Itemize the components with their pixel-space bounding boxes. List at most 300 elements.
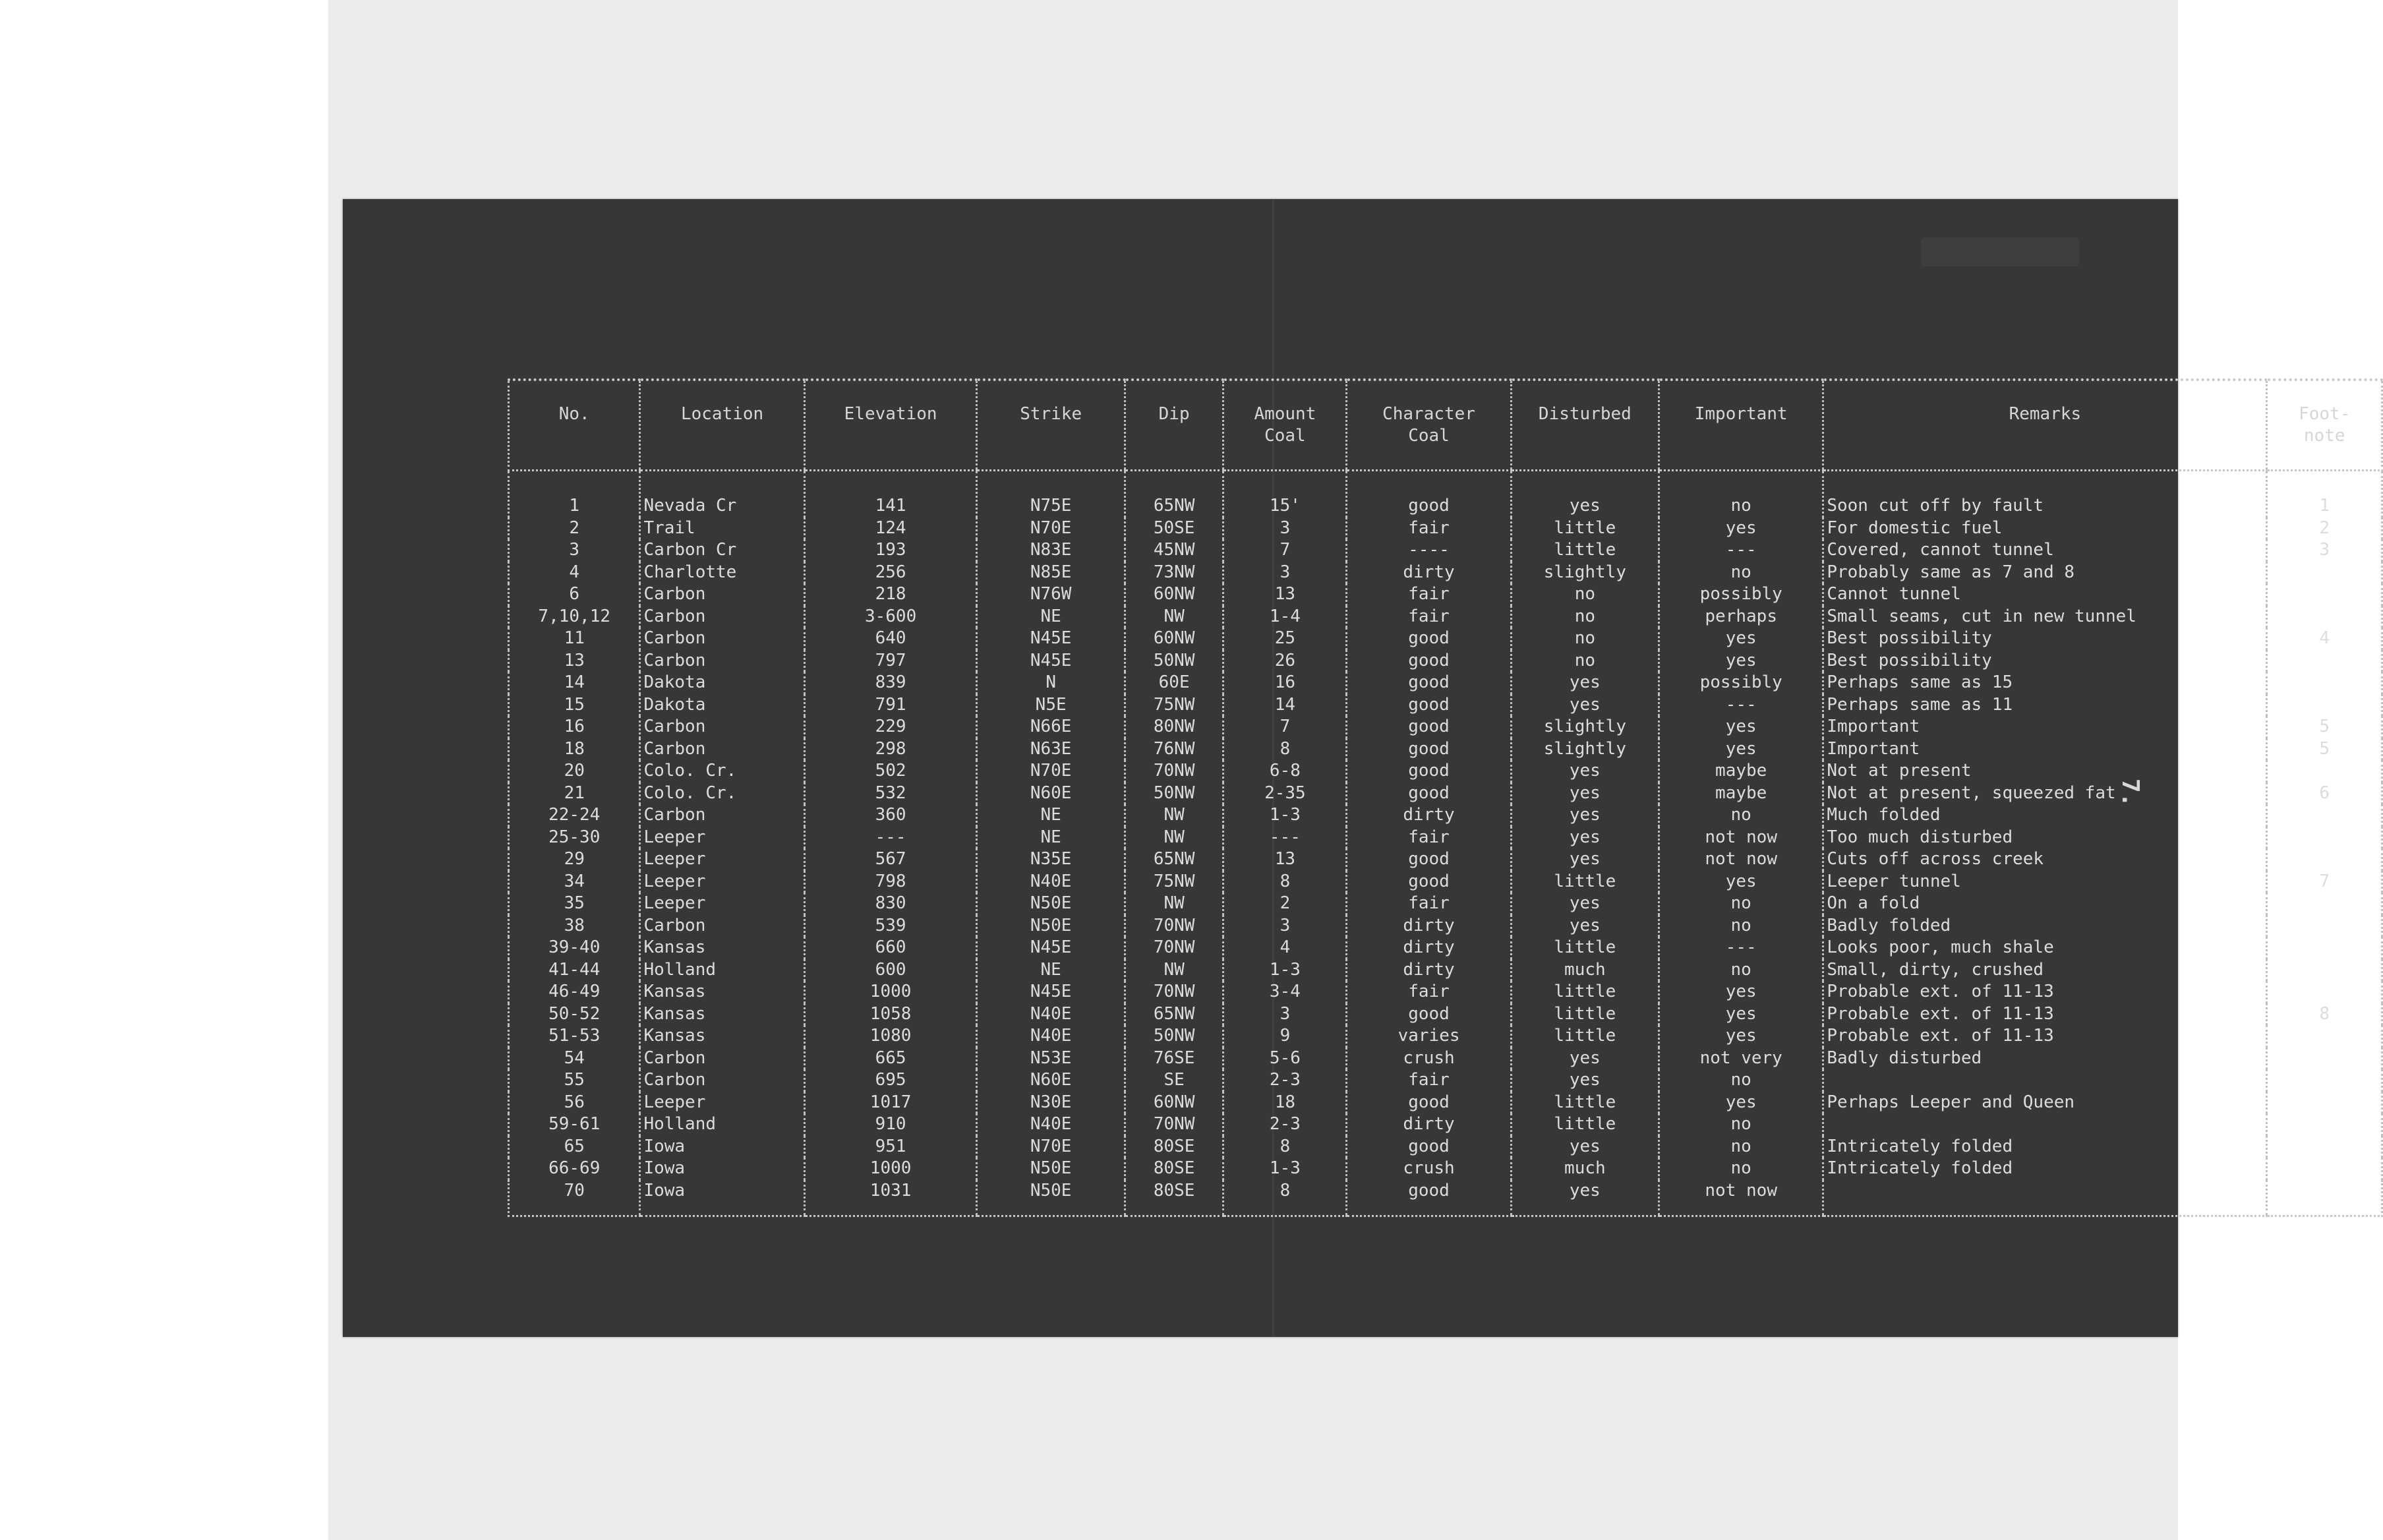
table-cell: 55 — [509, 1069, 640, 1092]
table-cell: little — [1511, 871, 1659, 893]
table-row — [509, 1136, 2382, 1158]
table-cell: Dakota — [640, 672, 804, 694]
table-cell: dirty — [1347, 959, 1511, 982]
table-cell: Carbon — [640, 804, 804, 827]
table-row — [509, 650, 2382, 672]
table-cell: Leeper — [640, 893, 804, 915]
table-cell: yes — [1511, 1069, 1659, 1092]
table-row — [509, 694, 2382, 717]
table-cell — [2267, 562, 2382, 584]
table-cell: 2 — [1223, 893, 1347, 915]
table-cell: 25 — [1223, 628, 1347, 650]
column-header: Strike — [977, 380, 1125, 471]
table-cell: Badly disturbed — [1823, 1048, 2267, 1070]
table-cell: Intricately folded — [1823, 1136, 2267, 1158]
table-cell: not very — [1659, 1048, 1823, 1070]
table-cell: Holland — [640, 959, 804, 982]
table-cell: dirty — [1347, 937, 1511, 959]
table-cell: 193 — [804, 539, 977, 562]
column-header: Foot- note — [2267, 380, 2382, 471]
table-cell: little — [1511, 1092, 1659, 1114]
table-cell: yes — [1659, 871, 1823, 893]
table-cell: Kansas — [640, 981, 804, 1003]
table-cell: N63E — [977, 738, 1125, 761]
table-cell: 75NW — [1125, 871, 1223, 893]
table-cell: Carbon — [640, 583, 804, 606]
table-cell: Perhaps same as 15 — [1823, 672, 2267, 694]
table-cell: 3 — [1223, 915, 1347, 937]
table-cell: 6-8 — [1223, 760, 1347, 783]
table-cell: 51-53 — [509, 1025, 640, 1048]
table-cell: no — [1511, 650, 1659, 672]
table-cell: 41-44 — [509, 959, 640, 982]
table-cell: 15 — [509, 694, 640, 717]
table-cell: 1000 — [804, 981, 977, 1003]
table-cell: 5 — [2267, 738, 2382, 761]
table-cell — [2267, 1180, 2382, 1216]
table-cell: 8 — [1223, 871, 1347, 893]
table-cell: yes — [1659, 1025, 1823, 1048]
table-cell: good — [1347, 738, 1511, 761]
table-cell: possibly — [1659, 672, 1823, 694]
table-cell — [2267, 606, 2382, 628]
table-cell: 3 — [1223, 562, 1347, 584]
table-cell: no — [1659, 1158, 1823, 1180]
table-cell: Iowa — [640, 1180, 804, 1216]
table-cell: 1-3 — [1223, 804, 1347, 827]
table-cell: Probable ext. of 11-13 — [1823, 1025, 2267, 1048]
table-cell: slightly — [1511, 562, 1659, 584]
table-cell: For domestic fuel — [1823, 518, 2267, 540]
table-cell: Perhaps Leeper and Queen — [1823, 1092, 2267, 1114]
table-cell: little — [1511, 1113, 1659, 1136]
table-cell: little — [1511, 981, 1659, 1003]
table-cell: 70NW — [1125, 937, 1223, 959]
table-cell — [2267, 804, 2382, 827]
table-cell: not now — [1659, 848, 1823, 871]
table-cell: 2-3 — [1223, 1069, 1347, 1092]
table-cell: Carbon — [640, 716, 804, 738]
table-cell: 1017 — [804, 1092, 977, 1114]
table-cell: Carbon — [640, 915, 804, 937]
table-cell: 60E — [1125, 672, 1223, 694]
table-row — [509, 827, 2382, 849]
table-cell: dirty — [1347, 804, 1511, 827]
table-cell: NW — [1125, 804, 1223, 827]
table-cell: ---- — [1347, 539, 1511, 562]
table-cell: 46-49 — [509, 981, 640, 1003]
table-cell: 14 — [509, 672, 640, 694]
table-cell: 7 — [2267, 871, 2382, 893]
table-cell: yes — [1511, 694, 1659, 717]
table-row — [509, 1158, 2382, 1180]
table-cell: 229 — [804, 716, 977, 738]
table-cell: good — [1347, 716, 1511, 738]
table-row — [509, 804, 2382, 827]
table-cell: perhaps — [1659, 606, 1823, 628]
table-cell: 25-30 — [509, 827, 640, 849]
column-header: Dip — [1125, 380, 1223, 471]
table-cell — [2267, 959, 2382, 982]
table-cell: 141 — [804, 471, 977, 518]
table-cell: 1058 — [804, 1003, 977, 1026]
table-cell: On a fold — [1823, 893, 2267, 915]
table-cell: little — [1511, 1025, 1659, 1048]
table-cell: Important — [1823, 738, 2267, 761]
column-header: Location — [640, 380, 804, 471]
table-cell: no — [1659, 1069, 1823, 1092]
table-cell: fair — [1347, 981, 1511, 1003]
table-cell: Cuts off across creek — [1823, 848, 2267, 871]
table-cell: N85E — [977, 562, 1125, 584]
table-cell: dirty — [1347, 1113, 1511, 1136]
table-cell: not now — [1659, 827, 1823, 849]
table-row — [509, 1113, 2382, 1136]
table-cell: 54 — [509, 1048, 640, 1070]
table-cell: yes — [1511, 672, 1659, 694]
table-cell: 80SE — [1125, 1158, 1223, 1180]
table-cell: yes — [1659, 716, 1823, 738]
table-cell: little — [1511, 539, 1659, 562]
column-header: Important — [1659, 380, 1823, 471]
table-row — [509, 518, 2382, 540]
table-cell: yes — [1659, 738, 1823, 761]
table-cell: good — [1347, 471, 1511, 518]
table-row — [509, 1003, 2382, 1026]
table-cell: 6 — [2267, 783, 2382, 805]
table-cell: good — [1347, 672, 1511, 694]
table-cell: 70NW — [1125, 1113, 1223, 1136]
table-cell: Carbon — [640, 606, 804, 628]
table-cell: Carbon — [640, 628, 804, 650]
table-cell: 60NW — [1125, 583, 1223, 606]
table-cell: 80SE — [1125, 1136, 1223, 1158]
table-cell: good — [1347, 1180, 1511, 1216]
table-cell: 2 — [509, 518, 640, 540]
table-cell: no — [1659, 1113, 1823, 1136]
table-cell — [2267, 937, 2382, 959]
table-cell: no — [1511, 606, 1659, 628]
table-cell: Small seams, cut in new tunnel — [1823, 606, 2267, 628]
table-cell: N — [977, 672, 1125, 694]
table-cell: good — [1347, 628, 1511, 650]
table-cell: NW — [1125, 827, 1223, 849]
table-row — [509, 981, 2382, 1003]
table-row — [509, 937, 2382, 959]
table-cell: 2-35 — [1223, 783, 1347, 805]
table-cell: 7 — [1223, 716, 1347, 738]
table-cell: good — [1347, 1092, 1511, 1114]
table-cell: Carbon — [640, 650, 804, 672]
table-cell: N50E — [977, 1158, 1125, 1180]
table-cell: no — [1659, 471, 1823, 518]
table-cell: Probably same as 7 and 8 — [1823, 562, 2267, 584]
table-cell: 4 — [1223, 937, 1347, 959]
table-cell: Carbon — [640, 1069, 804, 1092]
table-cell: 567 — [804, 848, 977, 871]
table-cell: NE — [977, 606, 1125, 628]
table-cell: 66-69 — [509, 1158, 640, 1180]
table-cell: 695 — [804, 1069, 977, 1092]
table-cell: 18 — [1223, 1092, 1347, 1114]
document-sheet — [343, 199, 2351, 1337]
table-row — [509, 871, 2382, 893]
table-cell: 665 — [804, 1048, 977, 1070]
table-cell: 797 — [804, 650, 977, 672]
column-header: Amount Coal — [1223, 380, 1347, 471]
table-cell: good — [1347, 871, 1511, 893]
table-cell: 15' — [1223, 471, 1347, 518]
table-cell: good — [1347, 760, 1511, 783]
table-cell: N40E — [977, 1025, 1125, 1048]
table-row — [509, 760, 2382, 783]
table-row — [509, 562, 2382, 584]
table-cell — [2267, 583, 2382, 606]
table-cell: fair — [1347, 518, 1511, 540]
table-cell: NE — [977, 827, 1125, 849]
table-cell: no — [1659, 804, 1823, 827]
table-cell: N45E — [977, 650, 1125, 672]
table-cell: maybe — [1659, 783, 1823, 805]
table-cell: Dakota — [640, 694, 804, 717]
table-cell: 65 — [509, 1136, 640, 1158]
table-cell: N53E — [977, 1048, 1125, 1070]
table-cell: varies — [1347, 1025, 1511, 1048]
table-cell: Carbon — [640, 738, 804, 761]
table-row — [509, 915, 2382, 937]
table-cell: 600 — [804, 959, 977, 982]
table-cell — [1823, 1180, 2267, 1216]
table-cell: Too much disturbed — [1823, 827, 2267, 849]
table-cell: 539 — [804, 915, 977, 937]
table-cell: 60NW — [1125, 1092, 1223, 1114]
table-cell: 951 — [804, 1136, 977, 1158]
table-row — [509, 672, 2382, 694]
table-row — [509, 1048, 2382, 1070]
table-cell: good — [1347, 1003, 1511, 1026]
table-cell: 59-61 — [509, 1113, 640, 1136]
table-cell: NW — [1125, 893, 1223, 915]
table-cell: Covered, cannot tunnel — [1823, 539, 2267, 562]
table-cell: Probable ext. of 11-13 — [1823, 1003, 2267, 1026]
table-cell: Leeper — [640, 848, 804, 871]
table-cell: Important — [1823, 716, 2267, 738]
table-cell: N45E — [977, 628, 1125, 650]
table-row — [509, 583, 2382, 606]
table-cell: 75NW — [1125, 694, 1223, 717]
table-cell: --- — [1659, 694, 1823, 717]
table-cell — [2267, 1113, 2382, 1136]
table-cell: Carbon — [640, 1048, 804, 1070]
table-cell: N5E — [977, 694, 1125, 717]
table-cell — [2267, 760, 2382, 783]
table-cell: no — [1659, 1136, 1823, 1158]
table-cell: --- — [1659, 539, 1823, 562]
table-cell: N50E — [977, 893, 1125, 915]
column-header: Remarks — [1823, 380, 2267, 471]
table-cell — [2267, 1136, 2382, 1158]
table-cell: slightly — [1511, 738, 1659, 761]
table-cell — [2267, 1158, 2382, 1180]
table-cell: 50NW — [1125, 1025, 1223, 1048]
table-cell — [2267, 1092, 2382, 1114]
table-cell — [2267, 1025, 2382, 1048]
table-cell: much — [1511, 959, 1659, 982]
table-cell: Kansas — [640, 1025, 804, 1048]
table-cell: 8 — [1223, 1136, 1347, 1158]
table-cell: 830 — [804, 893, 977, 915]
table-cell: yes — [1659, 981, 1823, 1003]
table-cell: Iowa — [640, 1136, 804, 1158]
table-row — [509, 606, 2382, 628]
table-cell: 8 — [2267, 1003, 2382, 1026]
table-cell: 50SE — [1125, 518, 1223, 540]
table-cell: 8 — [1223, 738, 1347, 761]
table-cell: yes — [1511, 1048, 1659, 1070]
column-header: Disturbed — [1511, 380, 1659, 471]
table-cell — [2267, 672, 2382, 694]
table-cell: 660 — [804, 937, 977, 959]
table-cell: 39-40 — [509, 937, 640, 959]
table-cell: N40E — [977, 871, 1125, 893]
table-cell — [2267, 893, 2382, 915]
table-cell: 80SE — [1125, 1180, 1223, 1216]
table-cell: yes — [1511, 1180, 1659, 1216]
table-cell: 5 — [2267, 716, 2382, 738]
table-cell: 76SE — [1125, 1048, 1223, 1070]
table-cell — [2267, 915, 2382, 937]
table-cell: Soon cut off by fault — [1823, 471, 2267, 518]
table-cell: Kansas — [640, 937, 804, 959]
table-cell: --- — [1659, 937, 1823, 959]
table-cell: 640 — [804, 628, 977, 650]
table-cell: 65NW — [1125, 471, 1223, 518]
table-cell: 1031 — [804, 1180, 977, 1216]
table-cell: little — [1511, 1003, 1659, 1026]
table-cell: good — [1347, 783, 1511, 805]
table-cell: 791 — [804, 694, 977, 717]
table-cell: 22-24 — [509, 804, 640, 827]
table-cell: 2-3 — [1223, 1113, 1347, 1136]
table-cell: yes — [1511, 760, 1659, 783]
table-cell: 13 — [509, 650, 640, 672]
table-cell: NE — [977, 959, 1125, 982]
table-row — [509, 539, 2382, 562]
table-row — [509, 1069, 2382, 1092]
table-cell: yes — [1659, 1092, 1823, 1114]
table-cell: N60E — [977, 1069, 1125, 1092]
table-cell: 13 — [1223, 583, 1347, 606]
table-cell — [2267, 1069, 2382, 1092]
table-cell: --- — [804, 827, 977, 849]
column-header: No. — [509, 380, 640, 471]
table-cell: yes — [1659, 628, 1823, 650]
table-cell: Trail — [640, 518, 804, 540]
table-cell: 80NW — [1125, 716, 1223, 738]
table-cell: 3 — [1223, 518, 1347, 540]
table-cell: yes — [1511, 893, 1659, 915]
table-cell: fair — [1347, 583, 1511, 606]
table-cell: N76W — [977, 583, 1125, 606]
table-cell: 7 — [1223, 539, 1347, 562]
table-cell: Perhaps same as 11 — [1823, 694, 2267, 717]
table-cell: crush — [1347, 1048, 1511, 1070]
table-cell: 73NW — [1125, 562, 1223, 584]
table-cell: 1-3 — [1223, 959, 1347, 982]
table-cell: 1 — [509, 471, 640, 518]
table-cell: good — [1347, 650, 1511, 672]
table-cell: Not at present, squeezed fat — [1823, 783, 2267, 805]
table-row — [509, 716, 2382, 738]
table-cell: NW — [1125, 606, 1223, 628]
table-cell — [2267, 848, 2382, 871]
table-cell: 50-52 — [509, 1003, 640, 1026]
table-cell: Leeper tunnel — [1823, 871, 2267, 893]
table-row — [509, 783, 2382, 805]
table-cell: little — [1511, 518, 1659, 540]
column-header: Elevation — [804, 380, 977, 471]
table-cell: Charlotte — [640, 562, 804, 584]
table-cell: dirty — [1347, 915, 1511, 937]
table-cell: Leeper — [640, 871, 804, 893]
table-cell: Best possibility — [1823, 650, 2267, 672]
table-cell: 3-4 — [1223, 981, 1347, 1003]
table-cell: yes — [1511, 915, 1659, 937]
table-cell: 50NW — [1125, 650, 1223, 672]
table-cell: yes — [1659, 1003, 1823, 1026]
table-cell: Carbon Cr — [640, 539, 804, 562]
table-cell: 6 — [509, 583, 640, 606]
table-cell: 70NW — [1125, 981, 1223, 1003]
table-cell: 34 — [509, 871, 640, 893]
table-cell: 16 — [509, 716, 640, 738]
table-cell: 16 — [1223, 672, 1347, 694]
table-cell: N50E — [977, 915, 1125, 937]
table-cell: 5-6 — [1223, 1048, 1347, 1070]
table-cell: 60NW — [1125, 628, 1223, 650]
table-cell: 4 — [2267, 628, 2382, 650]
table-cell: Iowa — [640, 1158, 804, 1180]
table-cell: N35E — [977, 848, 1125, 871]
page-number: 7. — [2117, 778, 2144, 808]
table-cell: 1-3 — [1223, 1158, 1347, 1180]
table-cell: N70E — [977, 760, 1125, 783]
table-cell: 1000 — [804, 1158, 977, 1180]
table-cell — [2267, 650, 2382, 672]
table-cell: 45NW — [1125, 539, 1223, 562]
table-cell: 21 — [509, 783, 640, 805]
table-cell: much — [1511, 1158, 1659, 1180]
table-header — [509, 380, 2382, 471]
table-cell: 298 — [804, 738, 977, 761]
table-cell: 3-600 — [804, 606, 977, 628]
table-cell: Small, dirty, crushed — [1823, 959, 2267, 982]
table-cell: 13 — [1223, 848, 1347, 871]
table-cell: 70 — [509, 1180, 640, 1216]
table-cell: SE — [1125, 1069, 1223, 1092]
table-cell: N83E — [977, 539, 1125, 562]
table-cell: yes — [1511, 1136, 1659, 1158]
table-cell: Badly folded — [1823, 915, 2267, 937]
table-cell: Not at present — [1823, 760, 2267, 783]
table-row — [509, 471, 2382, 518]
table-cell: N40E — [977, 1113, 1125, 1136]
header-row — [509, 380, 2382, 471]
table-row — [509, 1180, 2382, 1216]
table-cell: good — [1347, 694, 1511, 717]
table-cell: yes — [1511, 783, 1659, 805]
table-cell: 218 — [804, 583, 977, 606]
